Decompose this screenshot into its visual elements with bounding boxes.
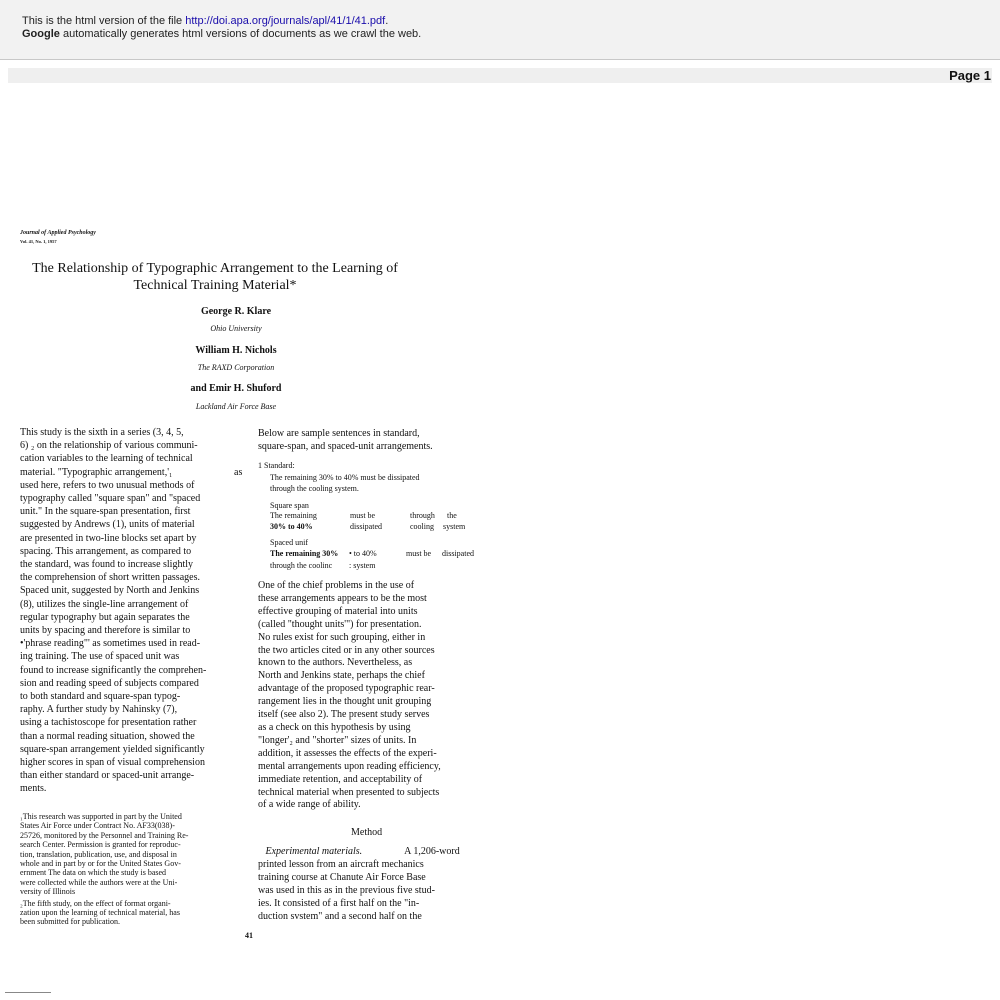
example-unit: 30% to 40% [270,522,313,531]
text-line: mental arrangements upon reading efficiency, [258,760,441,772]
page-number: 41 [245,931,253,940]
text-line: these arrangements appears to be the most [258,592,427,604]
text-line: rangement lies in the thought unit grouping [258,696,432,708]
text-line: ments. [20,783,47,795]
example-unit: The remaining [270,511,317,520]
text-line: immediate retention, and acceptability of [258,773,423,785]
text-line: One of the chief problems in the use of [258,580,415,591]
text-line: regular typography but again separates the [20,611,190,623]
cache-banner [0,0,1000,60]
banner-line-2-text: automatically generates html versions of documents as we crawl the web. [62,28,422,40]
text-line: used here, refers to two unusual methods of [20,479,195,491]
text-line: material. "Typographic arrangement,'₁ [20,466,173,478]
text-line: 6) ₂ on the relationship of various communi- [20,440,198,452]
text-line: raphy. A further study by Nahinsky (7), [20,704,178,716]
author-name: and Emir H. Shuford [190,383,282,394]
example-unit: dissipated [442,549,474,558]
footnotes [20,812,188,927]
google-word: Google [22,28,60,40]
text-line: This study is the sixth in a series (3, 4, 5, [20,427,184,438]
author-affiliation: The RAXD Corporation [197,363,275,372]
text-line: the two articles cited or in any other sources [258,644,435,656]
text-line: sion and reading speed of subjects compared [20,677,199,689]
text-line: are presented in two-line blocks set apart by [20,532,197,544]
text-line: duction svstem" and a second half on the [258,910,422,922]
footnote-line: ernment The data on which the study is based [20,868,167,878]
text-line: ing training. The use of spaced unit was [20,651,180,663]
text-line: unit." In the square-span presentation, first [20,506,191,518]
method-lead: Experimental materials. [265,846,363,857]
banner-prefix: This is the html version of the file [22,15,183,27]
method-paragraph [258,846,460,923]
text-line: known to the authors. Nevertheless, as [258,657,413,669]
article-title: The Relationship of Typographic Arrangement to the Learning of Technical Training Material* [32,261,398,293]
square-span-label: Square span [270,501,309,510]
text-line: as a check on this hypothesis by using [258,721,411,733]
banner-line-2 [22,28,421,40]
text-line: technical material when presented to subjects [258,786,440,798]
text-line: addition, it assesses the effects of the experi- [258,747,437,759]
page-header-bar [8,68,992,83]
text-line: higher scores in span of visual comprehension [20,757,205,769]
journal-volume: Vol. 41, No. 1, 1957 [20,239,57,244]
text-line: advantage of the proposed typographic rear- [258,683,435,695]
text-line: (8), utilizes the single-line arrangement of [20,598,189,610]
journal-name: Journal of Applied Psychology [20,230,96,236]
footnote-line: been submitted for publication. [20,917,120,927]
right-body [258,580,441,812]
text-line: was used in this as in the previous five stud- [258,884,435,896]
margin-word: as [234,467,243,478]
footnote-line: ₁This research was supported in part by the United [20,812,182,821]
text-line: square-span, and spaced-unit arrangements. [258,440,433,452]
standard-label: 1 Standard: [258,461,295,470]
text-line: printed lesson from an aircraft mechanics [258,858,424,870]
banner-suffix: . [385,15,389,27]
text-line: itself (see also 2). The present study serves [258,709,430,721]
example-unit: • to 40% [349,549,377,558]
example-unit: : system [349,561,376,570]
text-line: "longer'₂ and "shorter" sizes of units. In [258,734,417,746]
text-line: spacing. This arrangement, as compared to [20,545,192,557]
example-unit: through [410,511,435,520]
text-line: units by spacing and therefore is similar to [20,625,191,637]
spaced-unit-label: Spaced unif [270,538,308,547]
source-pdf-link[interactable]: http://doi.apa.org/journals/apl/41/1/41.pdf [185,15,386,27]
text-line: the comprehension of short written passages. [20,572,200,584]
author-affiliation: Lackland Air Force Base [195,402,277,411]
footnote-line: 25726, monitored by the Personnel and Training Re- [20,830,189,840]
text-line: to both standard and square-span typog- [20,691,181,703]
text-line: North and Jenkins state, perhaps the chief [258,670,425,682]
text-line: than a normal reading situation, showed the [20,730,195,742]
example-unit: must be [406,549,432,558]
text-line: Spaced unit, suggested by North and Jenkins [20,585,200,597]
right-intro [258,428,433,454]
footnote-line: versity of Illinois [20,887,76,897]
footnote-line: ₂The fifth study, on the effect of format organi- [20,898,171,908]
footnote-line: States Air Force under Contract No. AF33(038)- [20,821,175,831]
example-line: The remaining 30% to 40% must be dissipated [270,473,420,482]
text-line: found to increase significantly the comprehen- [20,664,207,676]
text-line: No rules exist for such grouping, either in [258,631,426,643]
method-first-rest: A 1,206-word [404,846,460,857]
text-line: square-span arrangement yielded significantly [20,743,205,755]
method-heading: Method [351,827,383,838]
footnote-line: zation upon the learning of technical material, has [20,908,180,918]
banner-line-1 [22,15,388,27]
example-unit: the [447,511,457,520]
example-line: through the cooling system. [270,484,359,493]
text-line [258,846,460,859]
text-line: using a tachistoscope for presentation rather [20,717,197,729]
example-unit: The remaining 30% [270,549,339,558]
example-unit: must be [350,511,376,520]
text-line: the standard, was found to increase slightly [20,559,194,571]
bottom-divider [5,992,51,993]
text-line: •'phrase reading"' as sometimes used in read- [20,638,201,650]
text-line: (called "thought units'") for presentation. [258,618,422,630]
text-line: effective grouping of material into units [258,605,418,617]
author-name: George R. Klare [200,306,272,317]
left-column-text [20,426,206,796]
text-line: suggested by Andrews (1), units of material [20,519,195,531]
example-unit: through the coolinc [270,561,333,570]
example-unit: system [443,522,466,531]
example-unit: cooling [410,522,434,531]
text-line: training course at Chanute Air Force Base [258,871,426,883]
footnote-line: whole and in part by or for the United States Gov- [20,859,181,869]
text-line: typography called "square span" and "spaced [20,493,201,505]
text-line: cation variables to the learning of technical [20,453,193,465]
text-line: of a wide range of ability. [258,799,361,811]
text-line: ies. It consisted of a first half on the "in- [258,897,420,909]
example-unit: dissipated [350,522,382,531]
author-name: William H. Nichols [195,345,277,356]
footnote-line: were collected while the authors were at the Uni- [20,877,178,887]
author-affiliation: Ohio University [210,324,262,333]
text-line: Below are sample sentences in standard, [258,428,420,439]
footnote-line: search Center. Permission is granted for reproduc- [20,840,181,850]
page-label: Page 1 [949,68,991,83]
footnote-line: tion, translation, publication, use, and disposal in [20,849,177,859]
text-line: than either standard or spaced-unit arrange- [20,770,195,782]
